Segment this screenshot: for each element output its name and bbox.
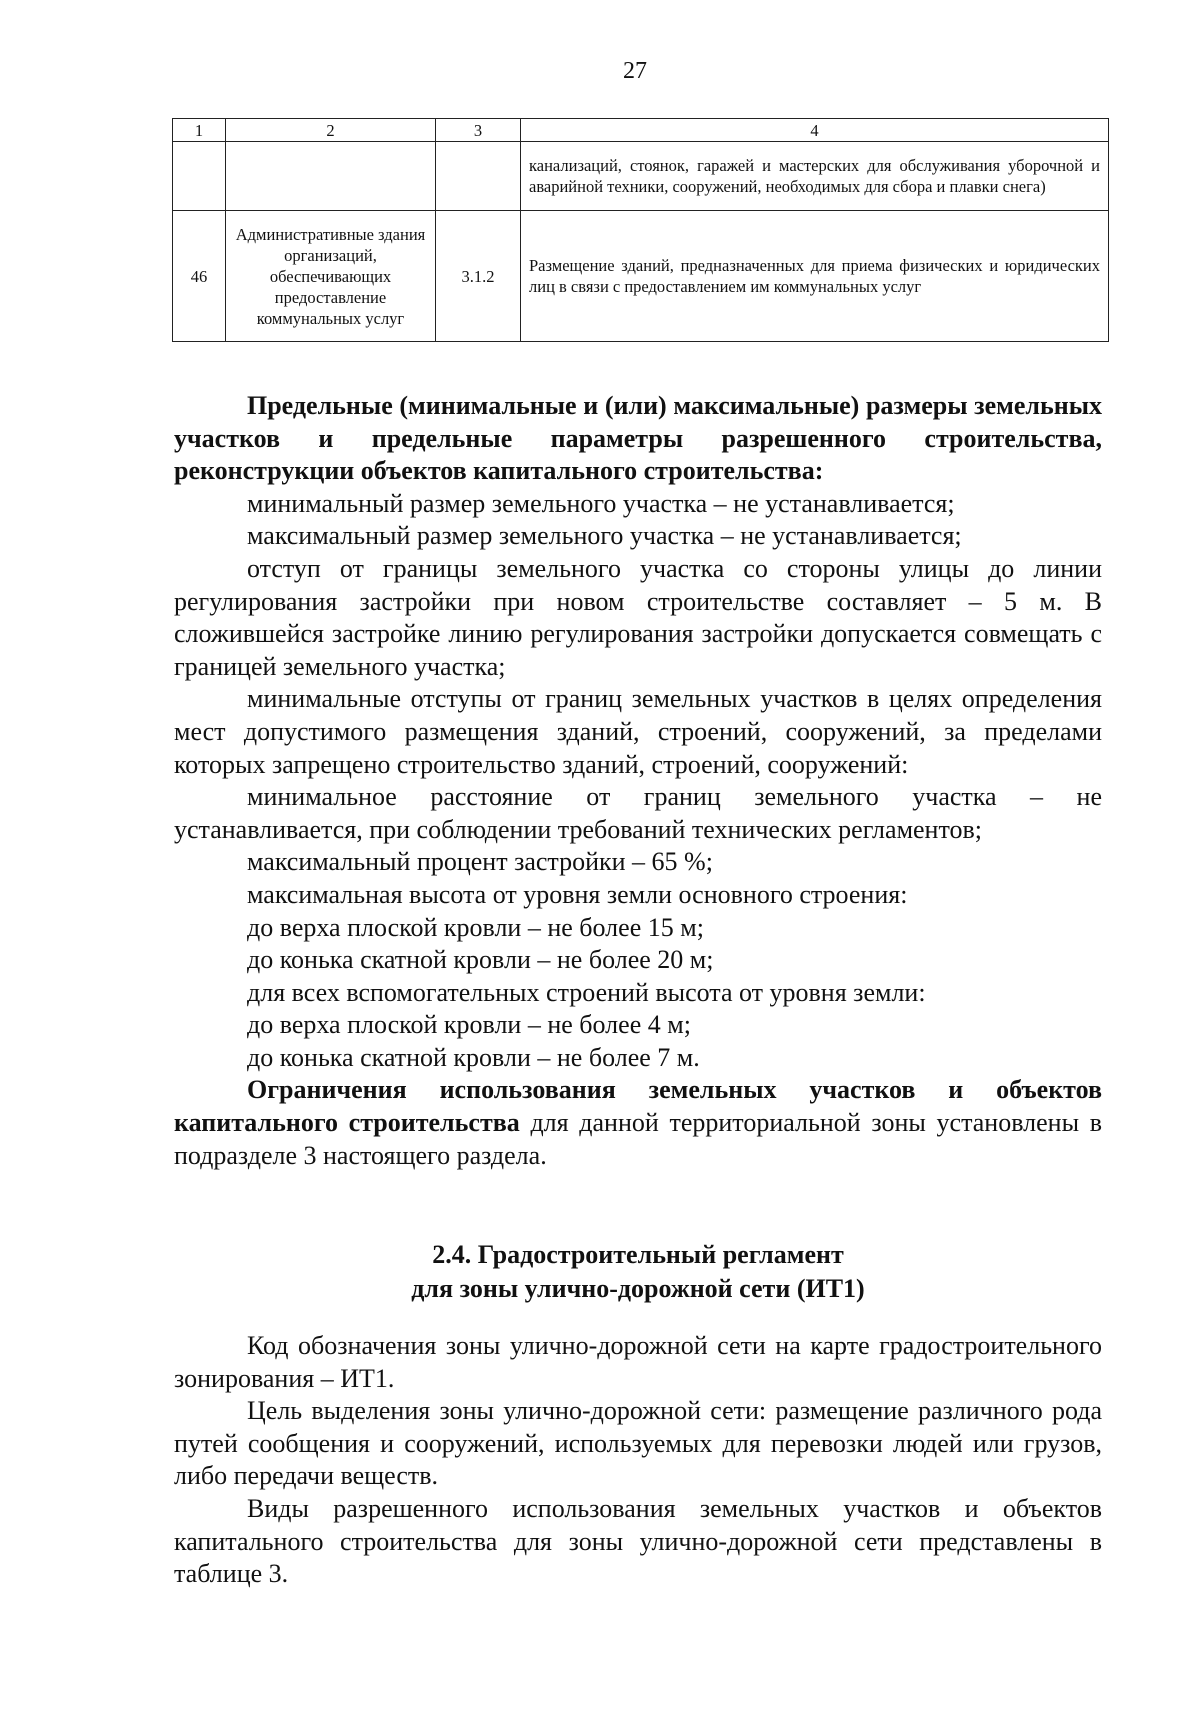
limit-item: для всех вспомогательных строений высота от уровня земли:: [247, 977, 926, 1007]
zone-paragraph: Виды разрешенного использования земельных участков и объектов капитального строительства для зоны улично-дорожной сети представлены в таблице 3.: [174, 1493, 1102, 1589]
table-header-cell: 3: [436, 119, 521, 142]
limit-item: до конька скатной кровли – не более 7 м.: [247, 1042, 700, 1072]
limit-item: максимальный процент застройки – 65 %;: [247, 847, 713, 877]
limit-item: максимальная высота от уровня земли основного строения:: [247, 879, 908, 909]
section-heading: [174, 1238, 1102, 1306]
table-cell-num: [173, 142, 226, 211]
table-cell-description: Размещение зданий, предназначенных для приема физических и юридических лиц в связи с предоставлением им коммунальных услуг: [521, 211, 1109, 342]
section-heading-line: для зоны улично-дорожной сети (ИТ1): [411, 1274, 865, 1303]
table-cell-description: канализаций, стоянок, гаражей и мастерских для обслуживания уборочной и аварийной техники, сооружений, необходимых для сбора и плавки снега): [521, 142, 1109, 211]
table-cell-code: 3.1.2: [436, 211, 521, 342]
zone-description: [174, 1330, 1102, 1591]
limit-item: до конька скатной кровли – не более 20 м;: [247, 945, 714, 975]
limits-title: Предельные (минимальные и (или) максимальные) размеры земельных участков и предельные параметры разрешенного строительства, реконструкции объектов капитального строительства:: [174, 391, 1102, 486]
table-cell-name: Административные здания организаций, обеспечивающих предоставление коммунальных услуг: [226, 211, 436, 342]
limit-item: до верха плоской кровли – не более 4 м;: [247, 1010, 691, 1040]
table-header-row: [173, 119, 1109, 142]
limit-item: отступ от границы земельного участка со стороны улицы до линии регулирования застройки при новом строительстве составляет – 5 м. В сложившейся застройке линию регулирования застройки допускается совмещать с границей земельного участка;: [174, 553, 1102, 681]
table-cell-num: 46: [173, 211, 226, 342]
table-row: [173, 211, 1109, 342]
limit-item: максимальный размер земельного участка – не устанавливается;: [247, 521, 962, 551]
table-header-cell: 4: [521, 119, 1109, 142]
zone-paragraph: Код обозначения зоны улично-дорожной сети на карте градостроительного зонирования – ИТ1.: [174, 1331, 1102, 1393]
table-header-cell: 1: [173, 119, 226, 142]
restrictions-rest: для данной территориальной зоны установлены в подразделе 3 настоящего раздела.: [174, 1108, 1102, 1170]
limit-item: минимальное расстояние от границ земельного участка – не устанавливается, при соблюдении требований технических регламентов;: [174, 782, 1102, 844]
table-cell-code: [436, 142, 521, 211]
table-row: [173, 142, 1109, 211]
page-number: 27: [623, 58, 647, 84]
table-cell-name: [226, 142, 436, 211]
limit-item: до верха плоской кровли – не более 15 м;: [247, 912, 704, 942]
land-use-table: [172, 118, 1108, 342]
restrictions-bold: Ограничения использования земельных участков и объектов капитального строительства: [174, 1075, 1102, 1138]
zone-paragraph: Цель выделения зоны улично-дорожной сети: размещение различного рода путей сообщения и сооружений, используемых для перевозки людей или грузов, либо передачи веществ.: [174, 1396, 1102, 1491]
table-header-cell: 2: [226, 119, 436, 142]
restrictions-paragraph: [174, 1074, 1102, 1172]
section-heading-line: 2.4. Градостроительный регламент: [432, 1240, 844, 1269]
limit-item: минимальные отступы от границ земельных участков в целях определения мест допустимого размещения зданий, строений, сооружений, за пределами которых запрещено строительство зданий, строений, сооружений:: [174, 684, 1102, 779]
limits-section: [174, 390, 1102, 1172]
limit-item: минимальный размер земельного участка – не устанавливается;: [247, 488, 955, 518]
